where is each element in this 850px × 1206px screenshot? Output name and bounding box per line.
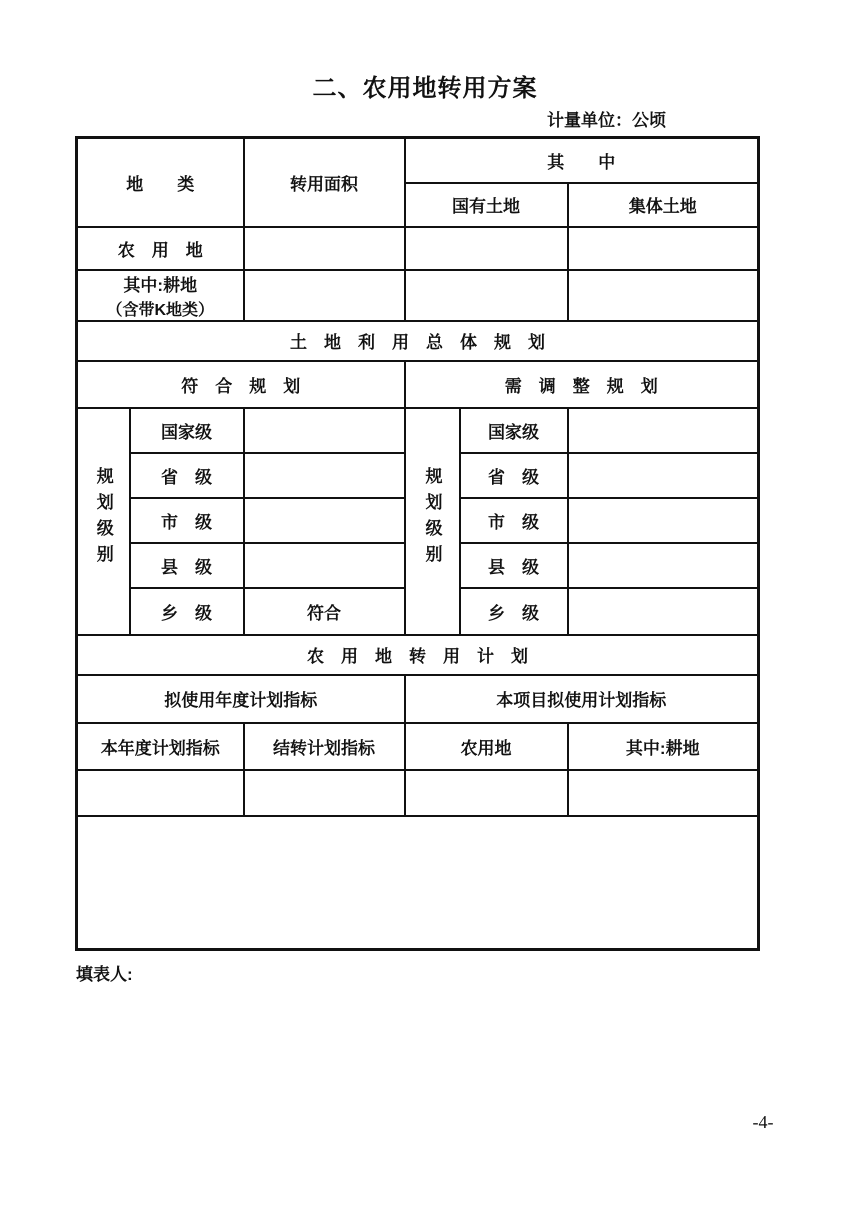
cultivated-land-label xyxy=(77,270,244,321)
adjust-level-national-label: 国家级 xyxy=(460,408,568,453)
annual-quota-header: 拟使用年度计划指标 xyxy=(77,675,405,723)
adjust-level-county-label: 县 级 xyxy=(460,543,568,588)
cultivated-label-line2: （含带K地类） xyxy=(106,301,215,319)
quota-agricultural-land-header: 农用地 xyxy=(405,723,568,770)
conform-level-national-cell xyxy=(244,408,405,453)
conform-level-city-cell xyxy=(244,498,405,543)
overall-plan-section-title: 土 地 利 用 总 体 规 划 xyxy=(77,321,759,361)
conform-plan-header: 符 合 规 划 xyxy=(77,361,405,408)
header-state-owned-land: 国有土地 xyxy=(405,183,568,227)
conform-level-township-cell: 符合 xyxy=(244,588,405,635)
cultivated-state-owned-cell xyxy=(405,270,568,321)
current-year-quota-cell xyxy=(77,770,244,816)
carryover-quota-header: 结转计划指标 xyxy=(244,723,405,770)
quota-header-row xyxy=(77,675,759,723)
adjust-level-city-label: 市 级 xyxy=(460,498,568,543)
agricultural-state-owned-cell xyxy=(405,227,568,270)
agricultural-collective-cell xyxy=(568,227,759,270)
conform-level-city-label: 市 级 xyxy=(130,498,244,543)
page-title: 二、农用地转用方案 xyxy=(312,75,538,102)
conform-level-axis-text: 规划级别 xyxy=(93,466,113,571)
header-conversion-area: 转用面积 xyxy=(244,138,405,227)
project-quota-header: 本项目拟使用计划指标 xyxy=(405,675,759,723)
measurement-unit-note: 计量单位：公顷 xyxy=(547,111,666,130)
conform-level-axis-label xyxy=(77,408,130,635)
remark-cell xyxy=(77,816,759,950)
cultivated-collective-cell xyxy=(568,270,759,321)
cultivated-area-cell xyxy=(244,270,405,321)
adjust-level-axis-text: 规划级别 xyxy=(422,466,442,571)
conform-level-national-label: 国家级 xyxy=(130,408,244,453)
conform-level-province-label: 省 级 xyxy=(130,453,244,498)
conform-level-county-label: 县 级 xyxy=(130,543,244,588)
remark-row xyxy=(77,816,759,950)
agricultural-land-row xyxy=(77,227,759,270)
adjust-plan-header: 需 调 整 规 划 xyxy=(405,361,759,408)
plan-split-header-row xyxy=(77,361,759,408)
conform-level-township-label: 乡 级 xyxy=(130,588,244,635)
land-conversion-table xyxy=(75,136,760,951)
header-among-which: 其 中 xyxy=(405,138,759,183)
adjust-level-township-cell xyxy=(568,588,759,635)
agricultural-land-label: 农 用 地 xyxy=(77,227,244,270)
adjust-level-province-cell xyxy=(568,453,759,498)
header-collective-land: 集体土地 xyxy=(568,183,759,227)
agricultural-area-cell xyxy=(244,227,405,270)
header-land-type: 地 类 xyxy=(77,138,244,227)
cultivated-land-row xyxy=(77,270,759,321)
level-row-national xyxy=(77,408,759,453)
quota-cultivated-land-cell xyxy=(568,770,759,816)
adjust-level-city-cell xyxy=(568,498,759,543)
quota-cultivated-land-header: 其中:耕地 xyxy=(568,723,759,770)
adjust-level-township-label: 乡 级 xyxy=(460,588,568,635)
carryover-quota-cell xyxy=(244,770,405,816)
current-year-quota-header: 本年度计划指标 xyxy=(77,723,244,770)
page-number: -4- xyxy=(752,1112,774,1132)
quota-agricultural-land-cell xyxy=(405,770,568,816)
quota-column-header-row xyxy=(77,723,759,770)
overall-plan-section-row xyxy=(77,321,759,361)
conform-level-province-cell xyxy=(244,453,405,498)
adjust-level-county-cell xyxy=(568,543,759,588)
cultivated-label-line1: 其中:耕地 xyxy=(123,275,198,295)
table-header-row-1 xyxy=(77,138,759,183)
form-filler-label: 填表人: xyxy=(76,965,133,984)
conform-level-county-cell xyxy=(244,543,405,588)
conversion-plan-section-title: 农 用 地 转 用 计 划 xyxy=(77,635,759,675)
adjust-level-axis-label xyxy=(405,408,460,635)
adjust-level-national-cell xyxy=(568,408,759,453)
quota-value-row xyxy=(77,770,759,816)
adjust-level-province-label: 省 级 xyxy=(460,453,568,498)
conversion-plan-section-row xyxy=(77,635,759,675)
